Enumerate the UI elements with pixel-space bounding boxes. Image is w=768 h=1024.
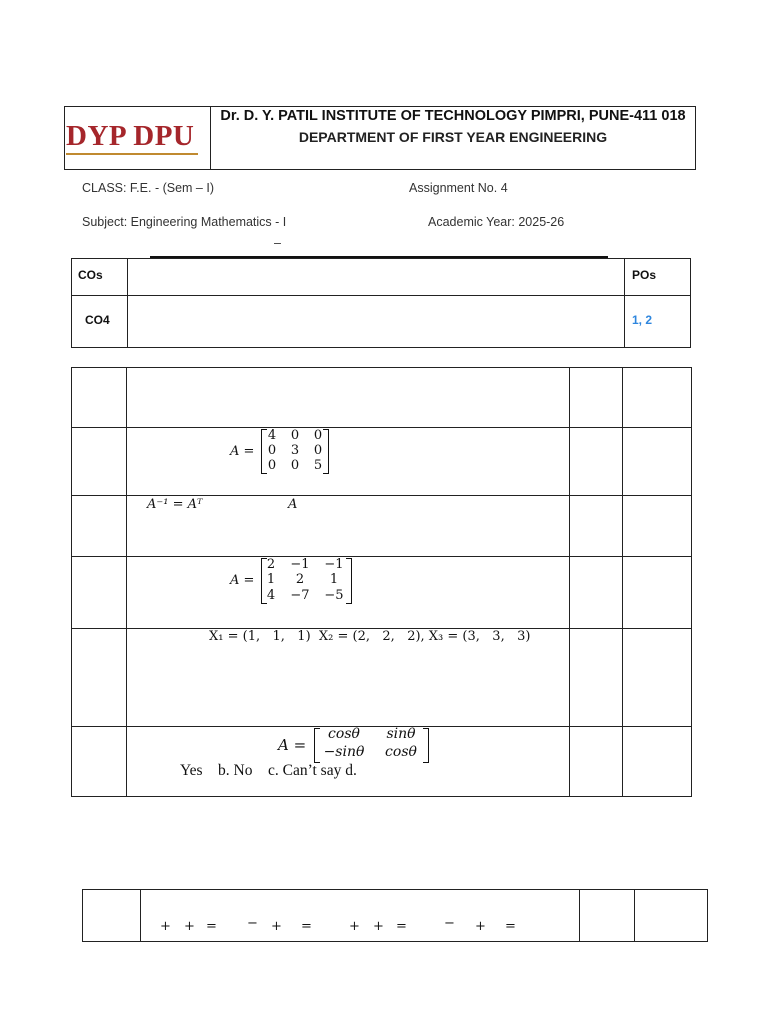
q4-bracket-right: [346, 558, 352, 604]
matrix-cell: 0: [290, 458, 300, 473]
q6-matrix: [314, 728, 429, 763]
matrix-cell: 5: [313, 458, 323, 473]
institute-name: Dr. D. Y. PATIL INSTITUTE OF TECHNOLOGY PIMPRI, PUNE-411 018: [220, 108, 686, 124]
matrix-cell: 0: [313, 428, 323, 443]
co-value: CO4: [85, 313, 110, 327]
q4-matrix-lhs: A =: [230, 573, 255, 588]
matrix-cell: −1: [324, 557, 344, 572]
institute-logo: [66, 120, 200, 156]
matrix-cell: sinθ: [386, 726, 416, 742]
matrix-cell: 0: [267, 458, 277, 473]
q5-vectors: X₁ = (1, 1, 1) X₂ = (2, 2, 2), X₃ = (3, 3, 3): [209, 629, 531, 644]
q6-options: Yes b. No c. Can’t say d.: [180, 762, 357, 779]
operator-symbol: =: [396, 919, 407, 934]
operator-symbol: +: [475, 919, 486, 934]
operator-symbol: +: [373, 919, 384, 934]
matrix-cell: cosθ: [328, 726, 360, 742]
co-po-table: [71, 258, 691, 348]
header-divider: [210, 106, 211, 170]
matrix-cell: 1: [329, 572, 339, 587]
operator-symbol: +: [271, 919, 282, 934]
bottom-col-divider-3: [634, 889, 635, 942]
bottom-table: [82, 889, 708, 942]
matrix-cell: −7: [290, 588, 310, 603]
matrix-cell: 0: [313, 443, 323, 458]
matrix-cell: −1: [290, 557, 310, 572]
bottom-col-divider-1: [140, 889, 141, 942]
q3-variable: A: [288, 497, 298, 512]
operator-symbol: −: [444, 916, 455, 931]
matrix-cell: 3: [290, 443, 300, 458]
assignment-label: Assignment No. 4: [409, 181, 508, 195]
operator-symbol: +: [184, 919, 195, 934]
matrix-cell: 2: [266, 557, 276, 572]
matrix-cell: 1: [266, 572, 276, 587]
q4-matrix: [261, 558, 352, 604]
matrix-cell: 4: [266, 588, 276, 603]
department-name: DEPARTMENT OF FIRST YEAR ENGINEERING: [298, 129, 608, 145]
q3-equation: A⁻¹ = Aᵀ: [147, 497, 203, 512]
q6-matrix-lhs: A =: [278, 736, 307, 754]
matrix-cell: −sinθ: [323, 744, 365, 760]
q-col-divider-1: [126, 367, 127, 797]
q2-matrix: [261, 429, 329, 474]
q-col-divider-2: [569, 367, 570, 797]
matrix-cell: 2: [295, 572, 305, 587]
co-table-col-divider-1: [127, 258, 128, 348]
subject-label: Subject: Engineering Mathematics - I: [82, 215, 287, 229]
operator-symbol: =: [206, 919, 217, 934]
matrix-cell: 4: [267, 428, 277, 443]
q-row-divider-2: [71, 495, 692, 496]
co-header: COs: [78, 268, 103, 282]
bottom-col-divider-2: [579, 889, 580, 942]
matrix-cell: 0: [290, 428, 300, 443]
operator-symbol: +: [160, 919, 171, 934]
logo-text: DYP DPU: [66, 120, 195, 152]
academic-year-label: Academic Year: 2025-26: [428, 215, 565, 229]
operator-symbol: −: [247, 916, 258, 931]
q-col-divider-3: [622, 367, 623, 797]
operator-symbol: +: [349, 919, 360, 934]
operator-symbol: =: [301, 919, 312, 934]
po-header: POs: [632, 268, 657, 282]
logo-underline: [66, 153, 198, 155]
matrix-cell: 0: [267, 443, 277, 458]
matrix-cell: −5: [324, 588, 344, 603]
co-table-col-divider-2: [624, 258, 625, 348]
po-value: 1, 2: [632, 313, 653, 327]
matrix-cell: cosθ: [385, 744, 417, 760]
q-row-divider-3: [71, 556, 692, 557]
class-label: CLASS: F.E. - (Sem – I): [82, 181, 214, 195]
operator-symbol: =: [505, 919, 516, 934]
co-table-row-divider: [71, 295, 691, 296]
q2-matrix-lhs: A =: [230, 444, 255, 459]
q-row-divider-1: [71, 427, 692, 428]
dash-mark: –: [274, 236, 281, 250]
